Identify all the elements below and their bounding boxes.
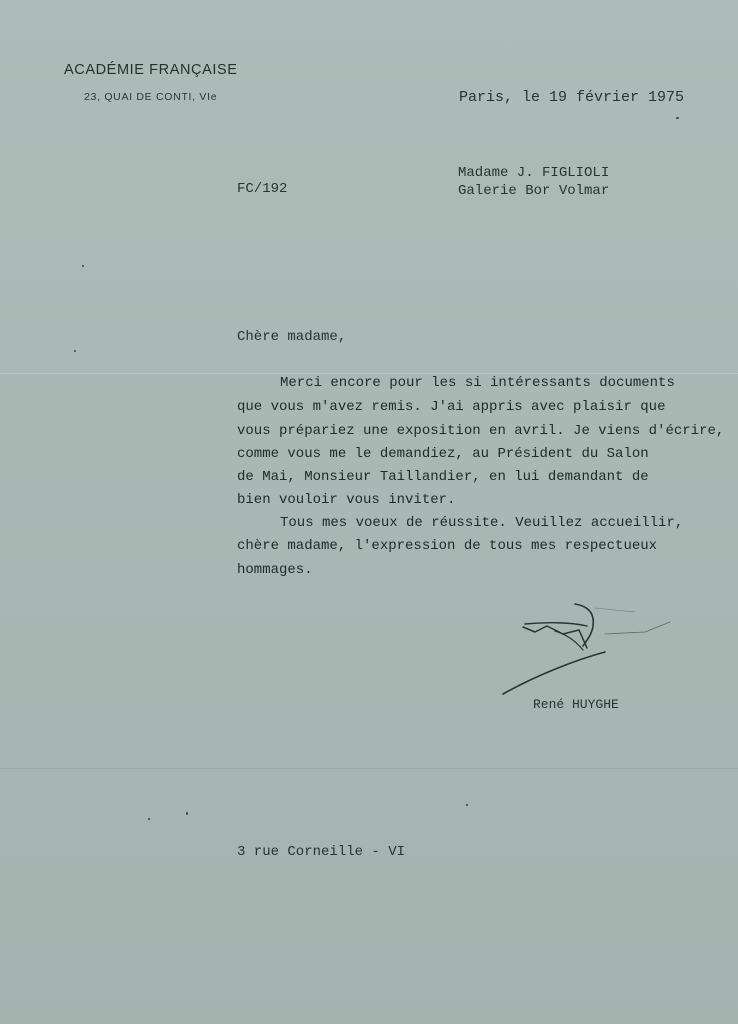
salutation: Chère madame, [237,329,347,345]
recipient-organization: Galerie Bor Volmar [458,183,610,199]
paper-speck [148,818,150,820]
body-line: chère madame, l'expression de tous mes respectueux [237,538,658,554]
letterhead-address: 23, QUAI DE CONTI, VIe [84,91,218,103]
body-line: Tous mes voeux de réussite. Veuillez accueillir, [280,515,684,531]
paper-speck [466,804,468,806]
recipient-name: Madame J. FIGLIOLI [458,165,610,181]
body-line: vous prépariez une exposition en avril. Je viens d'écrire, [237,423,725,439]
fold-line [0,373,738,374]
sender-address: 3 rue Corneille - VI [237,844,406,860]
body-line: Merci encore pour les si intéressants documents [280,375,675,391]
letterhead-institution: ACADÉMIE FRANÇAISE [64,62,238,78]
body-line: de Mai, Monsieur Taillandier, en lui demandant de [237,469,649,485]
paper-speck [74,350,76,352]
body-line: comme vous me le demandiez, au Président du Salon [237,446,649,462]
signatory-name: René HUYGHE [533,697,619,712]
letter-date: Paris, le 19 février 1975 [459,89,685,106]
body-line: que vous m'avez remis. J'ai appris avec plaisir que [237,399,666,415]
fold-line [0,768,738,769]
body-line: hommages. [237,562,313,578]
handwritten-signature [495,596,685,698]
reference-code: FC/192 [237,181,288,197]
paper-speck [186,812,188,815]
body-line: bien vouloir vous inviter. [237,492,456,508]
paper-speck [676,117,679,119]
paper-speck [82,265,84,267]
